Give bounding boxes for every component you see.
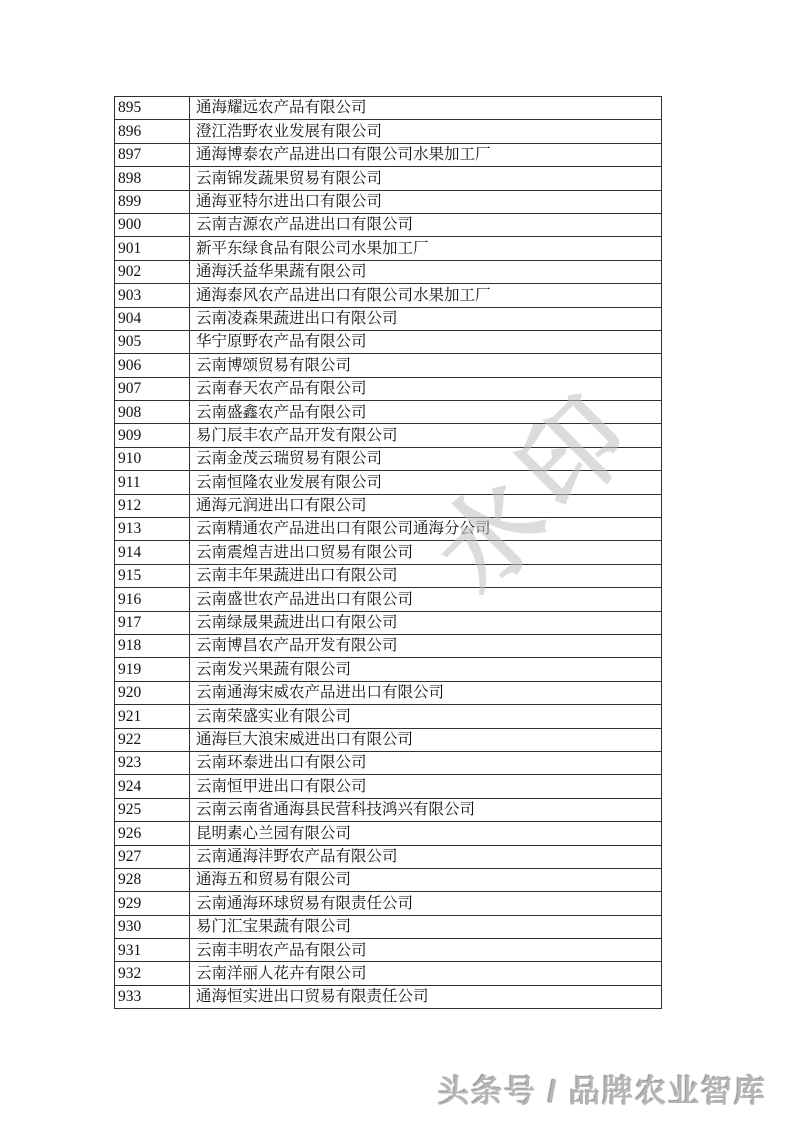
table-row <box>115 401 662 424</box>
table-row <box>115 167 662 190</box>
table-row <box>115 564 662 587</box>
row-number-cell: 919 <box>115 658 190 681</box>
company-name-cell: 云南吉源农产品进出口有限公司 <box>190 213 662 236</box>
table-row <box>115 798 662 821</box>
company-name-cell: 云南恒隆农业发展有限公司 <box>190 471 662 494</box>
table-row <box>115 611 662 634</box>
row-number-cell: 897 <box>115 143 190 166</box>
table-row <box>115 728 662 751</box>
row-number-cell: 933 <box>115 985 190 1008</box>
row-number-cell: 920 <box>115 681 190 704</box>
company-name-cell: 云南凌森果蔬进出口有限公司 <box>190 307 662 330</box>
row-number-cell: 910 <box>115 447 190 470</box>
company-name-cell: 云南金茂云瑞贸易有限公司 <box>190 447 662 470</box>
table-row <box>115 845 662 868</box>
company-name-cell: 通海巨大浪宋威进出口有限公司 <box>190 728 662 751</box>
table-row <box>115 822 662 845</box>
company-name-cell: 云南丰明农产品有限公司 <box>190 939 662 962</box>
row-number-cell: 898 <box>115 167 190 190</box>
row-number-cell: 928 <box>115 868 190 891</box>
company-name-cell: 云南博颂贸易有限公司 <box>190 354 662 377</box>
row-number-cell: 911 <box>115 471 190 494</box>
table-row <box>115 120 662 143</box>
company-name-cell: 通海亚特尔进出口有限公司 <box>190 190 662 213</box>
row-number-cell: 927 <box>115 845 190 868</box>
company-name-cell: 云南春天农产品有限公司 <box>190 377 662 400</box>
company-table-body <box>115 97 662 1009</box>
table-row <box>115 518 662 541</box>
footer-branding: 头条号 / 品牌农业智库 <box>438 1074 767 1109</box>
company-name-cell: 云南锦发蔬果贸易有限公司 <box>190 167 662 190</box>
company-name-cell: 云南绿晟果蔬进出口有限公司 <box>190 611 662 634</box>
table-row <box>115 681 662 704</box>
table-row <box>115 588 662 611</box>
table-row <box>115 260 662 283</box>
row-number-cell: 923 <box>115 751 190 774</box>
row-number-cell: 925 <box>115 798 190 821</box>
table-row <box>115 237 662 260</box>
company-name-cell: 云南洋丽人花卉有限公司 <box>190 962 662 985</box>
row-number-cell: 924 <box>115 775 190 798</box>
row-number-cell: 902 <box>115 260 190 283</box>
row-number-cell: 912 <box>115 494 190 517</box>
table-row <box>115 354 662 377</box>
table-row <box>115 751 662 774</box>
company-name-cell: 华宁原野农产品有限公司 <box>190 330 662 353</box>
table-row <box>115 471 662 494</box>
company-name-cell: 云南荣盛实业有限公司 <box>190 705 662 728</box>
company-table <box>114 96 662 1009</box>
table-row <box>115 939 662 962</box>
company-name-cell: 昆明素心兰园有限公司 <box>190 822 662 845</box>
row-number-cell: 926 <box>115 822 190 845</box>
row-number-cell: 922 <box>115 728 190 751</box>
row-number-cell: 896 <box>115 120 190 143</box>
table-row <box>115 658 662 681</box>
table-row <box>115 143 662 166</box>
table-row <box>115 97 662 120</box>
table-row <box>115 892 662 915</box>
row-number-cell: 917 <box>115 611 190 634</box>
table-row <box>115 190 662 213</box>
row-number-cell: 900 <box>115 213 190 236</box>
row-number-cell: 921 <box>115 705 190 728</box>
row-number-cell: 931 <box>115 939 190 962</box>
row-number-cell: 916 <box>115 588 190 611</box>
row-number-cell: 906 <box>115 354 190 377</box>
company-name-cell: 云南盛世农产品进出口有限公司 <box>190 588 662 611</box>
table-row <box>115 330 662 353</box>
company-name-cell: 云南恒甲进出口有限公司 <box>190 775 662 798</box>
table-row <box>115 377 662 400</box>
table-row <box>115 284 662 307</box>
row-number-cell: 930 <box>115 915 190 938</box>
table-row <box>115 634 662 657</box>
company-name-cell: 云南环泰进出口有限公司 <box>190 751 662 774</box>
table-row <box>115 705 662 728</box>
row-number-cell: 932 <box>115 962 190 985</box>
row-number-cell: 915 <box>115 564 190 587</box>
table-row <box>115 985 662 1008</box>
company-name-cell: 云南丰年果蔬进出口有限公司 <box>190 564 662 587</box>
company-name-cell: 云南通海沣野农产品有限公司 <box>190 845 662 868</box>
table-row <box>115 775 662 798</box>
company-name-cell: 易门辰丰农产品开发有限公司 <box>190 424 662 447</box>
company-name-cell: 通海泰风农产品进出口有限公司水果加工厂 <box>190 284 662 307</box>
row-number-cell: 918 <box>115 634 190 657</box>
company-name-cell: 通海耀远农产品有限公司 <box>190 97 662 120</box>
table-row <box>115 307 662 330</box>
company-name-cell: 云南云南省通海县民营科技鸿兴有限公司 <box>190 798 662 821</box>
row-number-cell: 895 <box>115 97 190 120</box>
row-number-cell: 914 <box>115 541 190 564</box>
company-name-cell: 通海元润进出口有限公司 <box>190 494 662 517</box>
company-name-cell: 云南盛鑫农产品有限公司 <box>190 401 662 424</box>
company-name-cell: 云南博昌农产品开发有限公司 <box>190 634 662 657</box>
company-name-cell: 新平东绿食品有限公司水果加工厂 <box>190 237 662 260</box>
table-row <box>115 541 662 564</box>
company-name-cell: 通海五和贸易有限公司 <box>190 868 662 891</box>
diagonal-watermark: 水印 <box>416 369 661 614</box>
row-number-cell: 904 <box>115 307 190 330</box>
table-row <box>115 447 662 470</box>
company-name-cell: 云南通海环球贸易有限责任公司 <box>190 892 662 915</box>
row-number-cell: 909 <box>115 424 190 447</box>
table-row <box>115 494 662 517</box>
table-row <box>115 424 662 447</box>
row-number-cell: 899 <box>115 190 190 213</box>
company-name-cell: 通海恒实进出口贸易有限责任公司 <box>190 985 662 1008</box>
row-number-cell: 908 <box>115 401 190 424</box>
table-row <box>115 213 662 236</box>
table-row <box>115 962 662 985</box>
company-name-cell: 澄江浩野农业发展有限公司 <box>190 120 662 143</box>
table-row <box>115 868 662 891</box>
row-number-cell: 907 <box>115 377 190 400</box>
row-number-cell: 905 <box>115 330 190 353</box>
company-name-cell: 云南发兴果蔬有限公司 <box>190 658 662 681</box>
table-row <box>115 915 662 938</box>
company-name-cell: 易门汇宝果蔬有限公司 <box>190 915 662 938</box>
row-number-cell: 903 <box>115 284 190 307</box>
company-name-cell: 通海博泰农产品进出口有限公司水果加工厂 <box>190 143 662 166</box>
row-number-cell: 901 <box>115 237 190 260</box>
company-name-cell: 云南通海宋威农产品进出口有限公司 <box>190 681 662 704</box>
company-name-cell: 云南震煌吉进出口贸易有限公司 <box>190 541 662 564</box>
company-name-cell: 通海沃益华果蔬有限公司 <box>190 260 662 283</box>
row-number-cell: 929 <box>115 892 190 915</box>
company-name-cell: 云南精通农产品进出口有限公司通海分公司 <box>190 518 662 541</box>
row-number-cell: 913 <box>115 518 190 541</box>
